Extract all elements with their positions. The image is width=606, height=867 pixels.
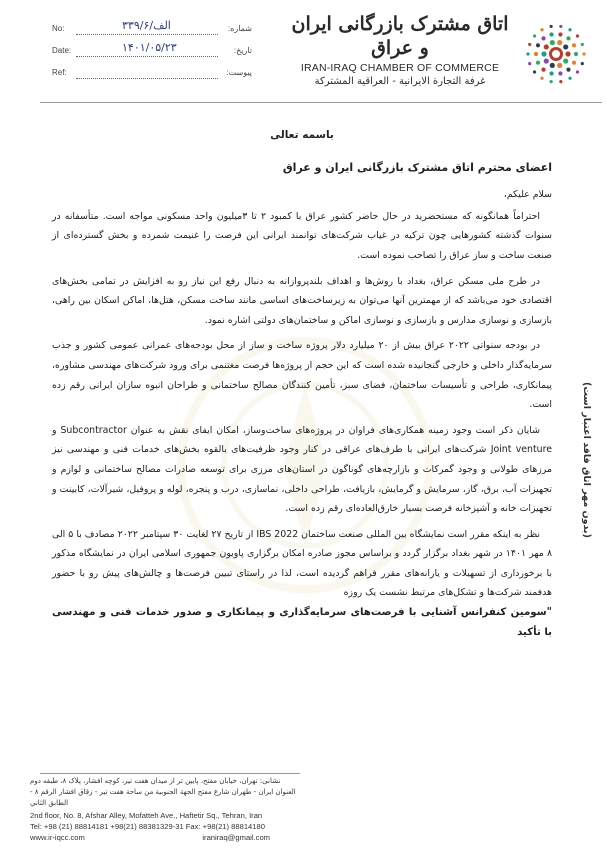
web-contacts — [30, 832, 270, 843]
bismillah-heading: باسمه تعالی — [270, 129, 334, 141]
conference-title: "سومین کنفرانس آشنایی با فرصت‌های سرمایه‌گذاری و پیمانکاری و صدور خدمات فنی و مهندسی با تأکید — [52, 607, 552, 638]
greeting: سلام علیکم، — [503, 189, 552, 201]
number-label-en: No: — [52, 24, 65, 33]
address-fa: نشانی: تهران، خیابان مفتح، پایین تر از میدان هفت تیر، کوچه افشار، پلاک ۸، طبقه دوم — [30, 777, 281, 785]
footer-divider — [40, 773, 300, 774]
validity-note: (بدون مهر اتاق فاقد اعتبار است) — [581, 382, 592, 538]
website-link[interactable]: www.ir-iqcc.com — [30, 833, 85, 843]
paragraph: شایان ذکر است وجود زمینه همکاری‌های فراوان در پروژه‌های ساخت‌وساز، امکان ایفای نقش به عنوان Subcontractor و Joint venture شرکت‌های ایرانی با طرف‌های عراقی در کنار وجود ظرفیت‌های بالقوه بخش‌های خدمات فنی و مهندسی نیز مرزهای طولانی و وجود گمرکات و بازارچه‌های گوناگون در استان‌های مرزی برای توسعه صادرات مصالح ساختمانی و لوازم و تجهیزات آب، برق، گاز، سرمایش و گرمایش، بازیافت، طراحی داخلی، نماسازی، درب و پنجره، لوله و پروفیل، شیرآلات، کابینت و تجهیزات خانه و آشپزخانه فرصت بسیار خارق‌العاده‌ای رقم زده است. — [52, 424, 553, 515]
phone-numbers: Tel: +98 (21) 88814181 +98(21) 88381329-31 Fax: +98(21) 88814180 — [30, 821, 265, 831]
addressee: اعضای محترم اتاق مشترک بازرگانی ایران و عراق — [282, 160, 552, 174]
org-name-en: IRAN-IRAQ CHAMBER OF COMMERCE — [300, 62, 500, 74]
address-en: 2nd floor, No. 8, Afshar Alley, Mofatteh Ave., Haftetir Sq., Tehran, Iran — [30, 810, 263, 820]
number-label-fa: شماره: — [227, 24, 252, 33]
organization-title — [285, 12, 515, 87]
paragraph: در طرح ملی مسکن عراق، بغداد با روش‌ها و اهداف بلندپروازانه به دنبال رفع این نیاز رو به افزایش در تمامی بخش‌های اقتصادی خود می‌باشد که از مهمترین آنها می‌توان به زیرساخت‌های اساسی مانند ساخت مسکن، هتل‌ها، اماکن اسکان بین راهی، بازسازی و نوسازی مدارس و بازسازی و نوسازی اماکن و ساختمان‌های دولتی اشاره نمود. — [52, 275, 552, 326]
footer — [30, 776, 310, 843]
date-label-en: Date: — [52, 46, 72, 55]
letter-date-value: ۱۴۰۱/۰۵/۲۳ — [122, 41, 177, 54]
date-label-fa: تاریخ: — [233, 46, 252, 55]
letter-ref-row — [52, 66, 252, 80]
letter-number-value: ۳۳۹/الف/۶ — [122, 19, 171, 32]
header-divider — [40, 102, 602, 103]
paragraph: نظر به اینکه مقرر است نمایشگاه بین المللی صنعت ساختمان IBS 2022 از تاریخ ۲۷ لغایت ۳۰ سپتامبر ۲۰۲۲ مصادف با ۵ الی ۸ مهر ۱۴۰۱ در شهر بغداد برگزار گردد و براساس مجوز صادره امکان برگزاری پاویون جمهوری اسلامی ایران در نمایشگاه مذکور با برخورداری از تسهیلات و یارانه‌های مقرر فراهم گردیده است، لذا در راستای تبیین فرصت‌ها و چالش‌های پیش رو با حضور هدفمند شرکت‌ها و تشکل‌های مرتبط نشست یک روزه — [52, 528, 552, 599]
chamber-logo — [512, 10, 600, 98]
letter-body — [52, 126, 552, 642]
org-name-ar: غرفة التجارة الايرانية - العراقية المشتركة — [314, 76, 486, 87]
letter-number-row — [52, 19, 252, 36]
address-ar: العنوان ایران - طهران شارع مفتح الجهة الجنوبية من ساحة هفت تیر - زقاق افشار الرقم ۸ - الطابق الثاني — [30, 788, 296, 808]
email-link[interactable]: iraniraq@gmail.com — [202, 833, 270, 843]
letter-date-row — [52, 41, 252, 58]
org-name-fa: اتاق مشترک بازرگانی ایران و عراق — [291, 13, 509, 59]
ref-label-en: Ref: — [52, 68, 67, 77]
paragraph: در بودجه سنواتی ۲۰۲۲ عراق بیش از ۲۰ میلیارد دلار پروژه ساخت و ساز از محل بودجه‌های عمرانی عمومی کشور و جذب سرمایه‌گذار داخلی و خارجی گنجانیده شده است که این حجم از پروژه‌ها فرصت مغتنمی برای ورود شرکت‌های مهندسی مشاوره، پیمانکاری، طراحی و تأسیسات ساختمان، فضای سبز، تأمین کنندگان مصالح ساختمانی و طراحان انبوه سازان ایرانی رقم زده است. — [52, 340, 552, 411]
paragraph: احتراماً همانگونه که مستحضرید در حال حاضر کشور عراق با کمبود ۲ تا ۳میلیون واحد مسکونی مواجه است. متأسفانه در سنوات گذشته کشورهایی چون ترکیه در غیاب شرکت‌های توانمند ایرانی این فرصت را غنیمت شمرده و بخش گسترده‌ای از صنعت ساخت و ساز عراق را تصاحب نموده است. — [52, 210, 552, 261]
ref-label-fa: پیوست: — [226, 68, 252, 77]
